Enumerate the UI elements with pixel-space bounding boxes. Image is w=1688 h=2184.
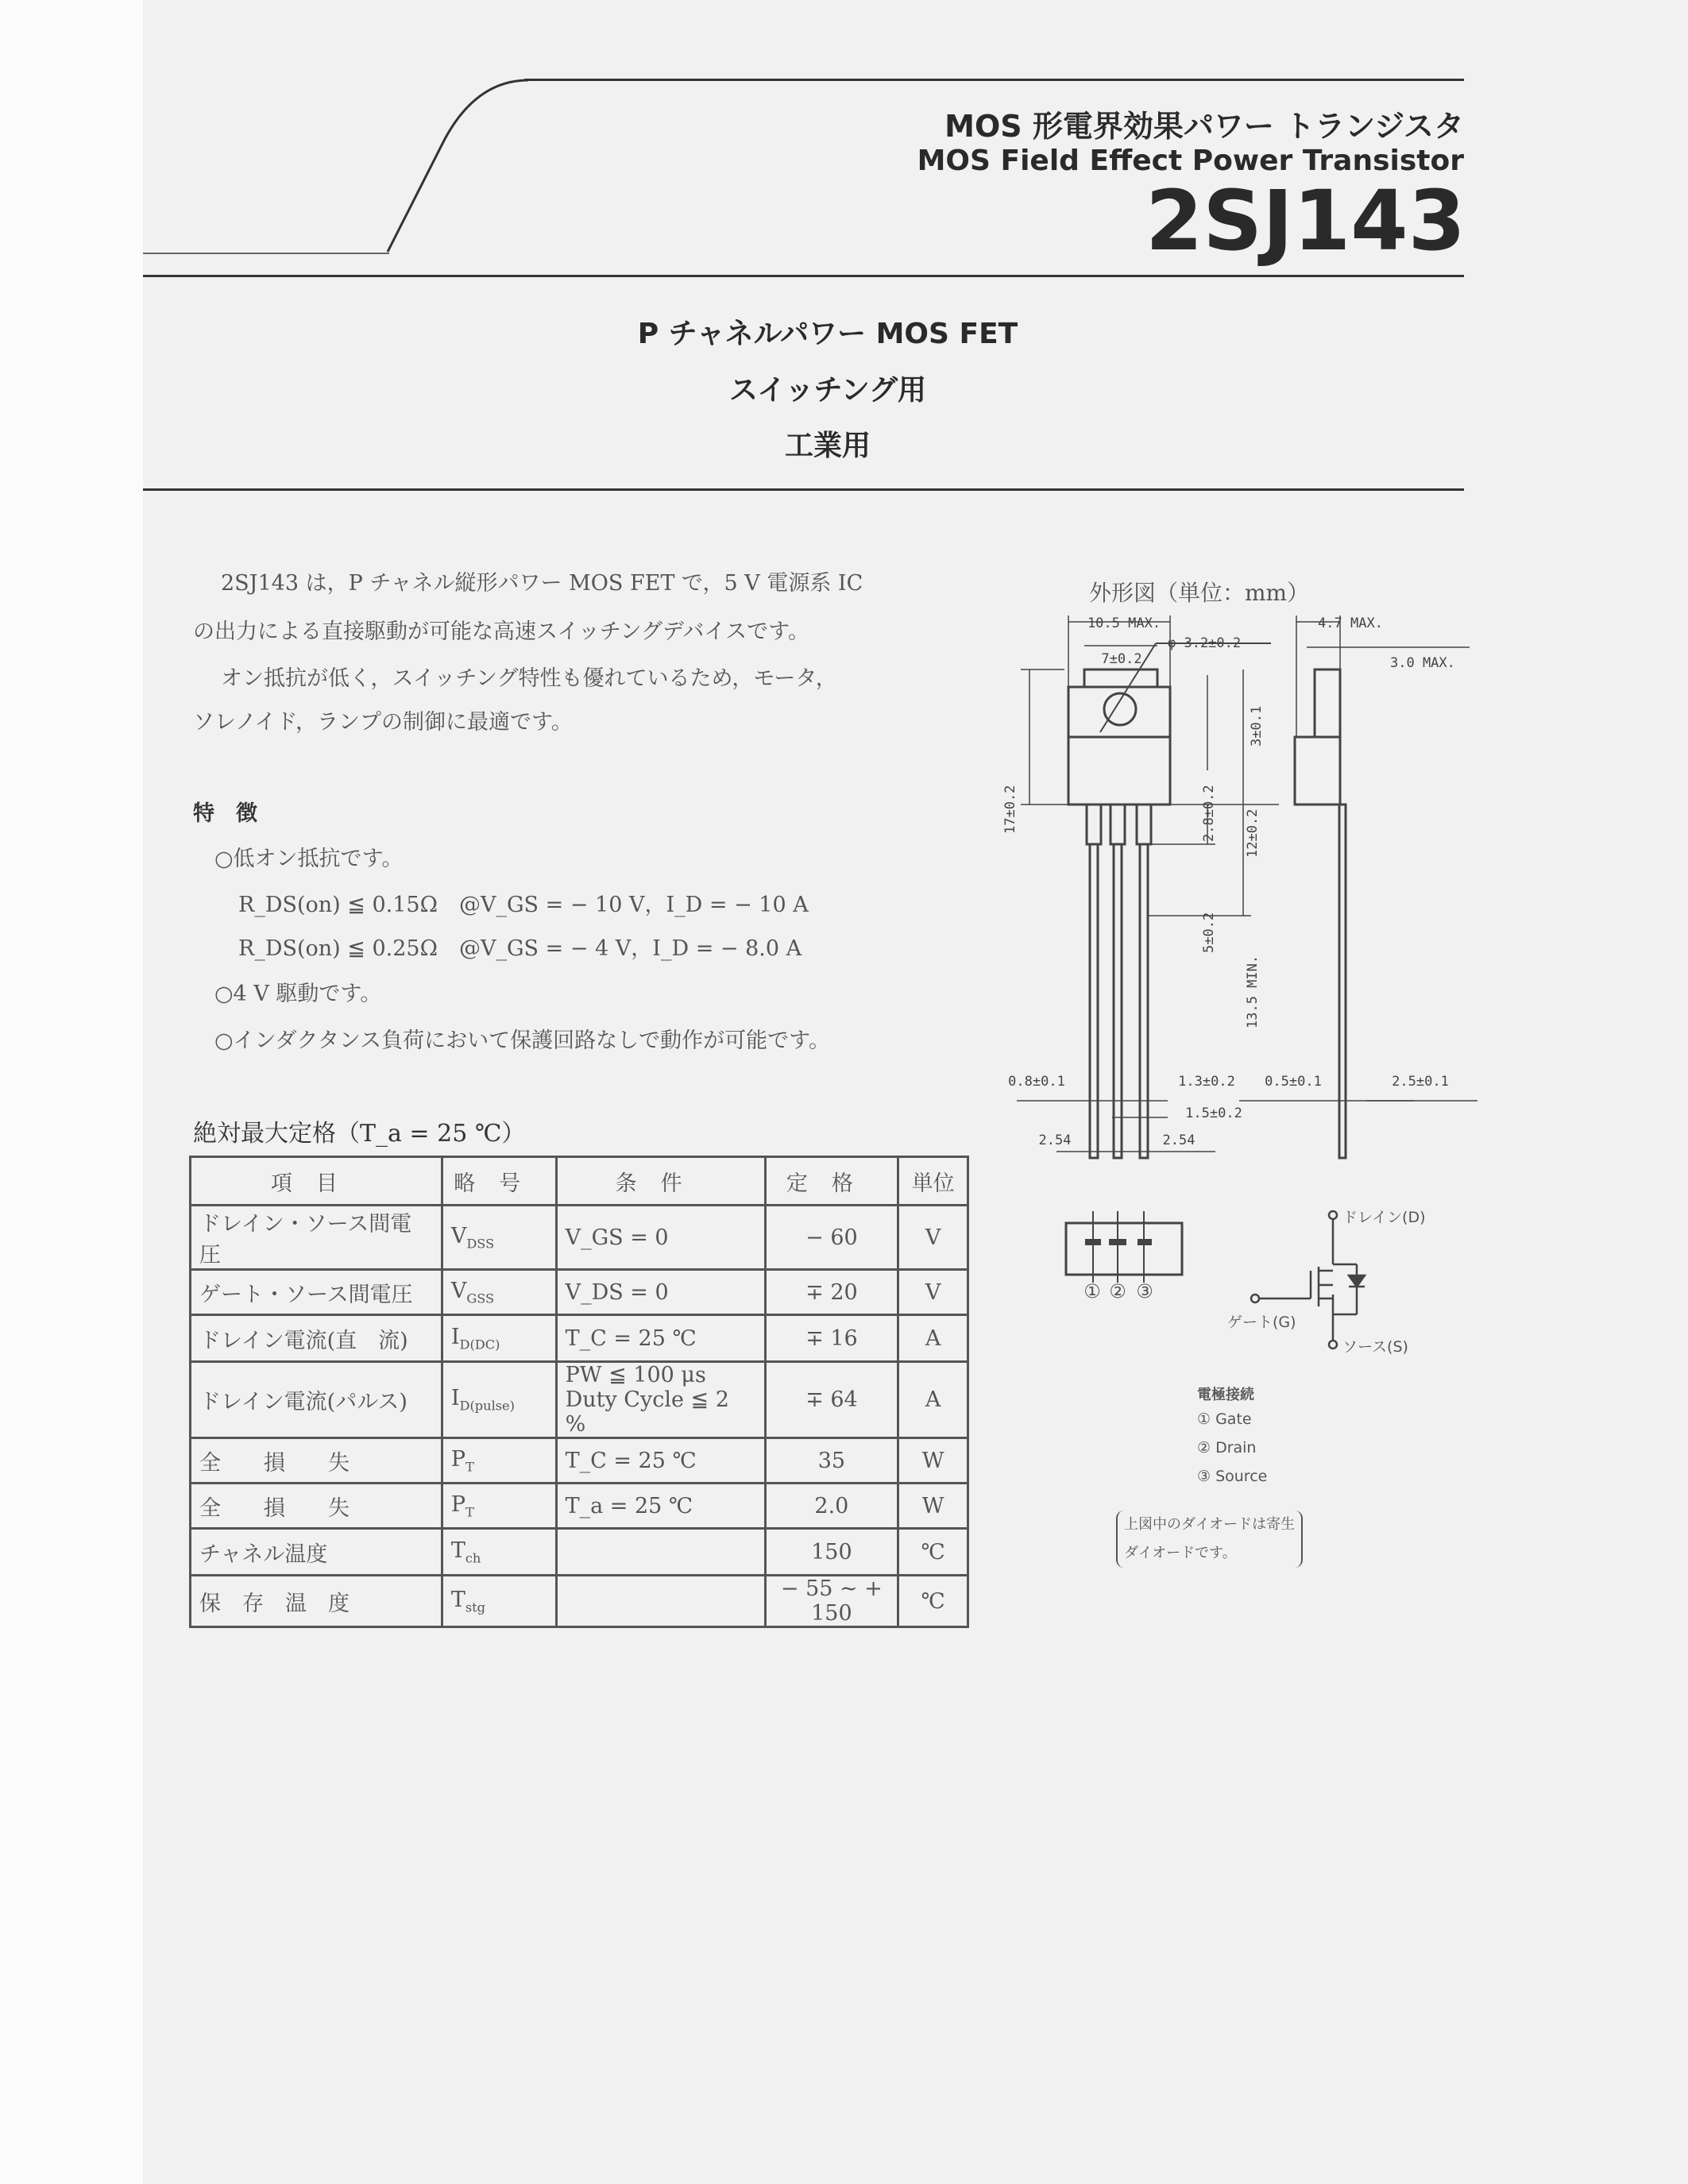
column-header: 項目: [191, 1157, 442, 1206]
dim-pitch: 2.54: [1038, 1133, 1072, 1148]
cell-item: 全 損 失: [191, 1484, 442, 1529]
cell-item: ゲート・ソース間電圧: [191, 1270, 442, 1315]
cell-item: 全 損 失: [191, 1438, 442, 1484]
drain-label: ドレイン(D): [1342, 1209, 1426, 1226]
cell-unit: A: [898, 1362, 968, 1438]
symbol-main: P: [450, 1491, 465, 1517]
dimension-lines: [1017, 615, 1477, 1152]
side-body: [1295, 737, 1340, 805]
cell-item: 保 存 温 度: [191, 1576, 442, 1627]
symbol-main: I: [450, 1386, 460, 1411]
dim-width: 10.5 MAX.: [1087, 615, 1161, 631]
feature-item: ○低オン抵抗です。: [214, 847, 404, 871]
symbol-sub: D(pulse): [459, 1398, 515, 1414]
condition-line: T_C = 25 ℃: [565, 1448, 697, 1473]
feature-item: R_DS(on) ≦ 0.15Ω @V_GS = − 10 V，I_D = − 10 A: [238, 893, 809, 917]
dim-lead-shoulder: 5±0.2: [1201, 912, 1217, 953]
symbol-sub: stg: [465, 1599, 486, 1615]
cell-rating: 150: [765, 1529, 898, 1576]
symbol-main: T: [450, 1538, 465, 1563]
tab-outline: [1084, 669, 1157, 687]
note-line: ダイオードです。: [1124, 1545, 1237, 1561]
subtitle-2: スイッチング用: [728, 374, 927, 407]
subtitle-1: P チャネルパワー MOS FET: [637, 318, 1018, 350]
side-lead: [1339, 805, 1346, 1158]
symbol-sub: T: [465, 1504, 474, 1520]
cell-item: ドレイン電流(直 流): [191, 1315, 442, 1362]
description-line: オン抵抗が低く，スイッチング特性も優れているため，モータ，: [221, 666, 837, 691]
dim-lead-offset: 2.5±0.1: [1392, 1074, 1449, 1090]
cell-unit: ℃: [898, 1576, 968, 1627]
dim-lead-width2: 1.3±0.2: [1178, 1074, 1235, 1090]
dim-hole: φ 3.2±0.2: [1168, 635, 1242, 651]
pin-number: ③: [1136, 1280, 1153, 1302]
symbol-main: V: [450, 1223, 467, 1248]
mounting-hole: [1104, 693, 1136, 725]
condition-line: T_a = 25 ℃: [565, 1493, 693, 1518]
cell-rating: − 55 ~ + 150: [765, 1576, 898, 1627]
dim-tab-width: 7±0.2: [1101, 651, 1142, 667]
title-jp: MOS 形電界効果パワー トランジスタ: [944, 109, 1464, 144]
subtitle-3: 工業用: [784, 430, 871, 462]
column-header: 条件: [556, 1157, 765, 1206]
column-header: 単位: [898, 1157, 968, 1206]
pin-number: ①: [1083, 1280, 1101, 1302]
dim-lead-length: 13.5 MIN.: [1245, 955, 1261, 1028]
description-line: ソレノイド，ランプの制御に最適です。: [193, 710, 573, 735]
cell-unit: ℃: [898, 1529, 968, 1576]
cell-rating: 35: [765, 1438, 898, 1484]
feature-item: R_DS(on) ≦ 0.25Ω @V_GS = − 4 V，I_D = − 8.0 A: [238, 936, 802, 961]
cell-rating: ∓ 20: [765, 1270, 898, 1315]
side-tab: [1315, 669, 1340, 737]
condition-line: PW ≦ 100 μs: [565, 1363, 706, 1387]
part-number: 2SJ143: [1145, 172, 1466, 269]
dim-lead-width: 0.8±0.1: [1008, 1074, 1065, 1090]
dim-lead-thickness: 0.5±0.1: [1265, 1074, 1322, 1090]
dim-hole-pos: 2.8±0.2: [1201, 785, 1217, 842]
cell-unit: V: [898, 1270, 968, 1315]
pin-number: ②: [1109, 1280, 1126, 1302]
dim-lead-gap: 1.5±0.2: [1185, 1106, 1242, 1121]
cell-unit: W: [898, 1438, 968, 1484]
body-outline: [1068, 687, 1170, 805]
ratings-heading: 絶対最大定格（T_a = 25 ℃）: [193, 1120, 526, 1148]
cell-unit: A: [898, 1315, 968, 1362]
feature-item: ○4 V 駆動です。: [214, 982, 382, 1006]
symbol-main: I: [450, 1324, 460, 1349]
diode-note: [1116, 1511, 1303, 1568]
pin-diagram: [1066, 1223, 1182, 1275]
cell-item: ドレイン・ソース間電圧: [191, 1206, 442, 1270]
condition-line: V_DS = 0: [565, 1279, 669, 1305]
title-en: MOS Field Effect Power Transistor: [917, 145, 1464, 177]
electrode-item: ③ Source: [1197, 1468, 1268, 1485]
cell-rating: ∓ 64: [765, 1362, 898, 1438]
dim-pitch: 2.54: [1162, 1133, 1196, 1148]
cell-unit: V: [898, 1206, 968, 1270]
symbol-sub: T: [465, 1459, 474, 1475]
features-heading: 特 徴: [193, 801, 257, 826]
electrodes-heading: 電極接続: [1197, 1387, 1254, 1403]
description-line: の出力による直接駆動が可能な高速スイッチングデバイスです。: [193, 619, 809, 644]
leads: [1087, 805, 1151, 1158]
dim-height: 17±0.2: [1002, 785, 1018, 834]
symbol-main: P: [450, 1446, 465, 1472]
cell-item: ドレイン電流(パルス): [191, 1362, 442, 1438]
description-line: 2SJ143 は，P チャネル縦形パワー MOS FET で，5 V 電源系 IC: [221, 571, 863, 596]
condition-line: V_GS = 0: [565, 1225, 669, 1250]
dim-tab-thickness: 3.0 MAX.: [1390, 655, 1455, 671]
source-label: ソース(S): [1342, 1338, 1408, 1356]
dim-body: 12±0.2: [1245, 808, 1261, 858]
symbol-sub: D(DC): [459, 1337, 500, 1352]
symbol-main: T: [450, 1587, 465, 1612]
condition-line: T_C = 25 ℃: [565, 1325, 697, 1351]
column-header: 略号: [442, 1157, 556, 1206]
cell-rating: 2.0: [765, 1484, 898, 1529]
dim-top: 3±0.1: [1249, 705, 1265, 747]
cell-unit: W: [898, 1484, 968, 1529]
cell-item: チャネル温度: [191, 1529, 442, 1576]
outline-heading: 外形図（単位：mm）: [1089, 580, 1310, 606]
cell-rating: ∓ 16: [765, 1315, 898, 1362]
symbol-sub: DSS: [466, 1236, 495, 1252]
column-header: 定格: [765, 1157, 898, 1206]
condition-line: Duty Cycle ≦ 2 %: [565, 1387, 729, 1437]
gate-label: ゲート(G): [1227, 1314, 1296, 1331]
electrode-item: ② Drain: [1197, 1439, 1257, 1457]
dim-thickness: 4.7 MAX.: [1318, 615, 1383, 631]
cell-rating: − 60: [765, 1206, 898, 1270]
symbol-sub: GSS: [466, 1291, 495, 1306]
symbol-sub: ch: [465, 1550, 481, 1566]
electrode-item: ① Gate: [1197, 1410, 1252, 1428]
note-line: 上図中のダイオードは寄生: [1124, 1516, 1296, 1533]
symbol-main: V: [450, 1278, 467, 1303]
feature-item: ○インダクタンス負荷において保護回路なしで動作が可能です。: [214, 1028, 830, 1053]
